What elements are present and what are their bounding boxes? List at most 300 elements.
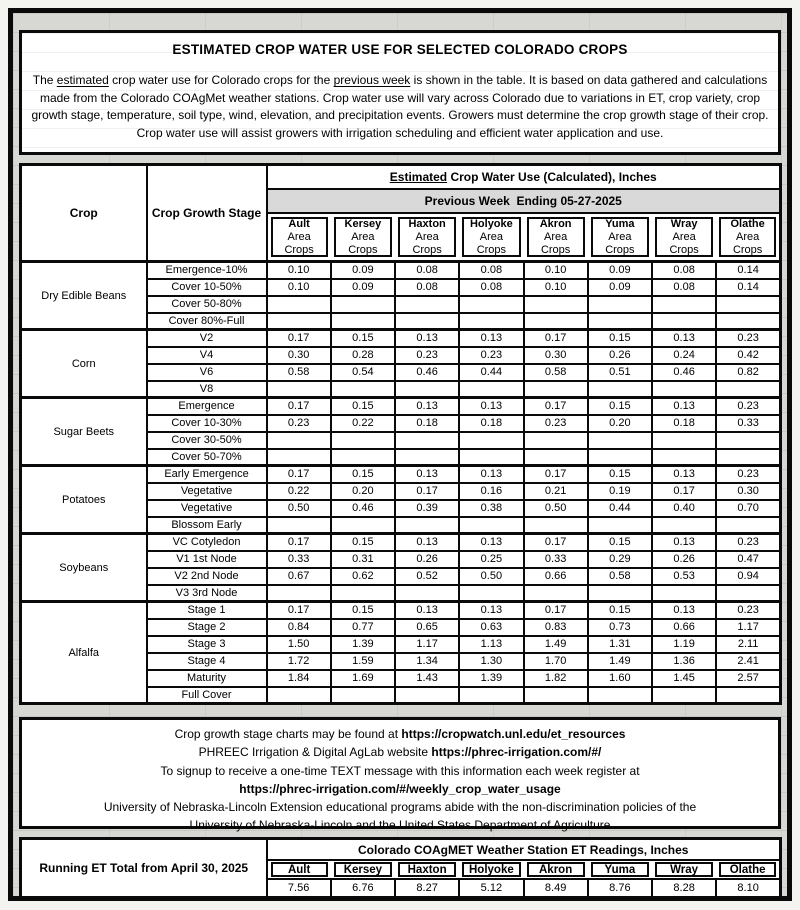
- water-use-value-cell: 0.46: [652, 364, 716, 381]
- area-suffix: Area: [672, 230, 696, 243]
- water-use-value-cell: [716, 517, 780, 534]
- water-use-value-cell: [331, 517, 395, 534]
- water-use-value-cell: [267, 381, 331, 398]
- area-suffix: Crops: [348, 243, 378, 256]
- area-header-box: [271, 217, 328, 257]
- text-segment: University of Nebraska-Lincoln and the United States Department of Agriculture: [189, 818, 611, 833]
- water-use-value-cell: [588, 585, 652, 602]
- area-suffix: Crops: [732, 243, 763, 256]
- water-use-value-cell: 0.47: [716, 551, 780, 568]
- water-use-value-cell: 1.34: [395, 653, 459, 670]
- table-row: [21, 262, 781, 279]
- water-use-value-cell: 0.15: [588, 534, 652, 551]
- water-use-value-cell: 0.73: [588, 619, 652, 636]
- growth-stage-cell: Vegetative: [147, 483, 267, 500]
- water-use-value-cell: 0.17: [652, 483, 716, 500]
- area-suffix: Area: [351, 230, 375, 243]
- bold-link-text: https://phrec-irrigation.com/#/: [431, 745, 602, 760]
- water-use-value-cell: 0.50: [267, 500, 331, 517]
- previous-week-header: Previous Week Ending 05-27-2025: [267, 189, 781, 213]
- et-header-row: [21, 839, 781, 861]
- water-use-value-cell: 0.17: [524, 534, 588, 551]
- water-use-value-cell: 0.66: [524, 568, 588, 585]
- growth-stage-cell: V1 1st Node: [147, 551, 267, 568]
- footer-line: [22, 725, 778, 743]
- water-use-value-cell: 0.20: [331, 483, 395, 500]
- table-header-row-1: [21, 165, 781, 190]
- water-use-value-cell: 0.23: [716, 602, 780, 619]
- water-use-value-cell: [459, 381, 523, 398]
- water-use-value-cell: 0.52: [395, 568, 459, 585]
- growth-stage-cell: Cover 10-50%: [147, 279, 267, 296]
- water-use-value-cell: [524, 432, 588, 449]
- water-use-value-cell: 0.63: [459, 619, 523, 636]
- water-use-value-cell: [459, 449, 523, 466]
- water-use-value-cell: [588, 687, 652, 704]
- growth-stage-cell: Stage 1: [147, 602, 267, 619]
- et-station-cell: [524, 860, 588, 879]
- water-use-value-cell: 1.49: [588, 653, 652, 670]
- table-row: [21, 330, 781, 347]
- water-use-value-cell: 0.14: [716, 262, 780, 279]
- water-use-value-cell: [395, 687, 459, 704]
- water-use-value-cell: [652, 381, 716, 398]
- water-use-value-cell: 0.16: [459, 483, 523, 500]
- water-use-value-cell: 0.13: [652, 534, 716, 551]
- text-segment: The: [32, 73, 57, 87]
- water-use-value-cell: [267, 517, 331, 534]
- water-use-value-cell: 0.18: [652, 415, 716, 432]
- water-use-value-cell: 0.29: [588, 551, 652, 568]
- water-use-value-cell: 0.13: [395, 466, 459, 483]
- et-station-cell: [588, 860, 652, 879]
- water-use-value-cell: 0.08: [652, 262, 716, 279]
- et-station-box: Kersey: [334, 862, 392, 877]
- water-use-value-cell: 0.62: [331, 568, 395, 585]
- et-station-box: Akron: [527, 862, 585, 877]
- water-use-value-cell: 0.15: [331, 398, 395, 415]
- water-use-value-cell: 1.72: [267, 653, 331, 670]
- water-use-value-cell: 0.67: [267, 568, 331, 585]
- water-use-value-cell: 1.45: [652, 670, 716, 687]
- water-use-value-cell: 0.17: [524, 330, 588, 347]
- water-use-value-cell: 0.17: [267, 398, 331, 415]
- water-use-value-cell: [588, 449, 652, 466]
- water-use-value-cell: 0.82: [716, 364, 780, 381]
- area-header-cell: [524, 213, 588, 262]
- water-use-value-cell: [395, 381, 459, 398]
- water-use-value-cell: 0.83: [524, 619, 588, 636]
- growth-stage-cell: V6: [147, 364, 267, 381]
- water-use-value-cell: 0.15: [331, 330, 395, 347]
- water-use-value-cell: 0.26: [395, 551, 459, 568]
- water-use-value-cell: 0.13: [652, 466, 716, 483]
- water-use-value-cell: [524, 585, 588, 602]
- et-value-cell: 7.56: [267, 879, 331, 898]
- text-segment: Crop Water Use (Calculated), Inches: [447, 170, 657, 184]
- water-use-value-cell: [267, 687, 331, 704]
- water-use-value-cell: 1.59: [331, 653, 395, 670]
- area-name: Ault: [288, 217, 310, 230]
- water-use-value-cell: 1.70: [524, 653, 588, 670]
- water-use-value-cell: 0.70: [716, 500, 780, 517]
- water-use-value-cell: 0.23: [524, 415, 588, 432]
- water-use-value-cell: 0.18: [395, 415, 459, 432]
- water-use-value-cell: [331, 687, 395, 704]
- area-header-box: [334, 217, 392, 257]
- water-use-value-cell: 0.13: [652, 330, 716, 347]
- water-use-value-cell: 0.08: [652, 279, 716, 296]
- water-use-value-cell: 0.13: [395, 602, 459, 619]
- growth-stage-cell: Maturity: [147, 670, 267, 687]
- water-use-value-cell: 0.50: [524, 500, 588, 517]
- et-table-title: Colorado COAgMET Weather Station ET Readings, Inches: [267, 839, 781, 861]
- area-header-cell: [267, 213, 331, 262]
- area-name: Olathe: [730, 217, 765, 230]
- water-use-value-cell: 0.26: [588, 347, 652, 364]
- area-header-cell: [459, 213, 523, 262]
- water-use-value-cell: 0.13: [395, 534, 459, 551]
- water-use-value-cell: [588, 432, 652, 449]
- crop-column-header: Crop: [21, 165, 147, 262]
- water-use-value-cell: [524, 313, 588, 330]
- et-station-box: Wray: [655, 862, 713, 877]
- water-use-value-cell: 0.17: [267, 534, 331, 551]
- area-suffix: Area: [544, 230, 568, 243]
- growth-stage-cell: V2 2nd Node: [147, 568, 267, 585]
- footer-line: [22, 798, 778, 816]
- area-suffix: Crops: [284, 243, 314, 256]
- water-use-value-cell: 0.30: [267, 347, 331, 364]
- et-station-box: Ault: [271, 862, 328, 877]
- water-use-value-cell: 0.51: [588, 364, 652, 381]
- water-use-value-cell: [716, 687, 780, 704]
- crop-water-use-table: [19, 163, 782, 705]
- water-use-value-cell: 0.08: [459, 279, 523, 296]
- water-use-value-cell: 1.82: [524, 670, 588, 687]
- et-station-cell: [267, 860, 331, 879]
- water-use-value-cell: 0.17: [524, 398, 588, 415]
- growth-stage-cell: Full Cover: [147, 687, 267, 704]
- bold-link-text: https://phrec-irrigation.com/#/weekly_crop_water_usage: [239, 781, 561, 796]
- water-use-value-cell: 0.94: [716, 568, 780, 585]
- growth-stage-cell: Cover 50-70%: [147, 449, 267, 466]
- text-segment: is shown in the table. It is based on data gathered and calculations made from the Colorado COAgMet weather stations. Crop water use will vary across Colorado due to variations in ET, crop variety, crop growth stage, temperature, soil type, wind, elevation, and precipitation events. Growers must determine the crop growth stage of their crop. Crop water use will assist growers with irrigation scheduling and efficient water application and use.: [31, 73, 769, 140]
- et-station-cell: [331, 860, 395, 879]
- text-segment: To signup to receive a one-time TEXT message with this information each week register at: [160, 763, 640, 778]
- water-use-value-cell: 1.13: [459, 636, 523, 653]
- water-use-value-cell: [524, 687, 588, 704]
- water-use-value-cell: [395, 449, 459, 466]
- water-use-value-cell: 0.58: [267, 364, 331, 381]
- water-use-value-cell: 1.39: [459, 670, 523, 687]
- water-use-value-cell: [459, 585, 523, 602]
- water-use-value-cell: 2.57: [716, 670, 780, 687]
- growth-stage-cell: VC Cotyledon: [147, 534, 267, 551]
- water-use-value-cell: 0.19: [588, 483, 652, 500]
- intro-paragraph: [31, 72, 769, 142]
- area-header-box: [655, 217, 713, 257]
- water-use-value-cell: [652, 432, 716, 449]
- area-suffix: Area: [608, 230, 632, 243]
- water-use-value-cell: 0.31: [331, 551, 395, 568]
- underlined-text: previous week: [333, 73, 411, 87]
- water-use-value-cell: 0.17: [524, 602, 588, 619]
- growth-stage-cell: Emergence: [147, 398, 267, 415]
- water-use-value-cell: [459, 517, 523, 534]
- water-use-value-cell: 0.15: [331, 602, 395, 619]
- water-use-value-cell: [267, 313, 331, 330]
- water-use-value-cell: [267, 296, 331, 313]
- water-use-value-cell: 1.17: [395, 636, 459, 653]
- water-use-value-cell: 0.53: [652, 568, 716, 585]
- et-station-cell: [716, 860, 780, 879]
- water-use-value-cell: 0.23: [716, 330, 780, 347]
- page-title: ESTIMATED CROP WATER USE FOR SELECTED COLORADO CROPS: [172, 42, 628, 57]
- water-use-value-cell: 0.42: [716, 347, 780, 364]
- water-use-value-cell: 0.58: [524, 364, 588, 381]
- water-use-value-cell: 0.22: [331, 415, 395, 432]
- water-use-value-cell: [524, 449, 588, 466]
- water-use-value-cell: 1.19: [652, 636, 716, 653]
- growth-stage-cell: Stage 3: [147, 636, 267, 653]
- underlined-text: Estimated: [389, 170, 448, 184]
- underlined-text: estimated: [56, 73, 109, 87]
- water-use-value-cell: 0.21: [524, 483, 588, 500]
- water-use-value-cell: 0.13: [652, 602, 716, 619]
- water-use-value-cell: 0.14: [716, 279, 780, 296]
- water-use-value-cell: [395, 585, 459, 602]
- running-et-table: [19, 837, 782, 899]
- footer-line: [22, 743, 778, 761]
- water-use-value-cell: [395, 517, 459, 534]
- water-use-value-cell: 1.50: [267, 636, 331, 653]
- water-use-value-cell: 0.13: [459, 330, 523, 347]
- area-header-box: [591, 217, 649, 257]
- area-suffix: Area: [479, 230, 503, 243]
- text-segment: University of Nebraska-Lincoln Extension educational programs abide with the non-discrimination policies of the: [103, 800, 697, 815]
- et-value-cell: 6.76: [331, 879, 395, 898]
- water-use-value-cell: [524, 517, 588, 534]
- growth-stage-cell: V4: [147, 347, 267, 364]
- area-header-box: [719, 217, 776, 257]
- area-suffix: Crops: [605, 243, 635, 256]
- water-use-value-cell: 1.36: [652, 653, 716, 670]
- water-use-value-cell: 0.40: [652, 500, 716, 517]
- table-row: [21, 466, 781, 483]
- water-use-value-cell: [588, 381, 652, 398]
- water-use-value-cell: 0.30: [524, 347, 588, 364]
- area-header-cell: [395, 213, 459, 262]
- water-use-value-cell: 0.44: [588, 500, 652, 517]
- water-use-value-cell: 0.24: [652, 347, 716, 364]
- water-use-value-cell: 0.18: [459, 415, 523, 432]
- running-et-label: Running ET Total from April 30, 2025: [21, 839, 267, 898]
- water-use-value-cell: [524, 381, 588, 398]
- water-use-value-cell: [588, 517, 652, 534]
- et-station-box: Olathe: [719, 862, 776, 877]
- area-suffix: Crops: [412, 243, 442, 256]
- water-use-value-cell: 0.15: [588, 602, 652, 619]
- water-use-value-cell: [459, 313, 523, 330]
- water-use-value-cell: [267, 585, 331, 602]
- water-use-value-cell: 0.33: [524, 551, 588, 568]
- et-station-box: Yuma: [591, 862, 649, 877]
- water-use-value-cell: [331, 585, 395, 602]
- et-station-cell: [459, 860, 523, 879]
- water-use-value-cell: 0.28: [331, 347, 395, 364]
- area-suffix: Area: [415, 230, 439, 243]
- water-use-value-cell: 0.08: [395, 279, 459, 296]
- et-station-cell: [395, 860, 459, 879]
- et-value-cell: 5.12: [459, 879, 523, 898]
- footer-line: [22, 762, 778, 780]
- area-name: Kersey: [344, 217, 382, 230]
- water-use-value-cell: 0.13: [395, 398, 459, 415]
- area-suffix: Area: [736, 230, 760, 243]
- text-segment: PHREEC Irrigation & Digital AgLab website: [198, 745, 432, 760]
- water-use-value-cell: 0.20: [588, 415, 652, 432]
- water-use-value-cell: 1.31: [588, 636, 652, 653]
- water-use-value-cell: 0.13: [652, 398, 716, 415]
- water-use-value-cell: 0.13: [459, 398, 523, 415]
- water-use-value-cell: 0.26: [652, 551, 716, 568]
- growth-stage-cell: V3 3rd Node: [147, 585, 267, 602]
- water-use-value-cell: 0.65: [395, 619, 459, 636]
- area-name: Yuma: [605, 217, 635, 230]
- water-use-value-cell: [588, 296, 652, 313]
- water-use-value-cell: 1.60: [588, 670, 652, 687]
- water-use-value-cell: 0.25: [459, 551, 523, 568]
- water-use-value-cell: 0.13: [459, 534, 523, 551]
- growth-stage-cell: Cover 30-50%: [147, 432, 267, 449]
- water-use-value-cell: [267, 449, 331, 466]
- growth-stage-cell: Cover 50-80%: [147, 296, 267, 313]
- water-use-value-cell: [395, 296, 459, 313]
- area-header-cell: [588, 213, 652, 262]
- et-value-cell: 8.10: [716, 879, 780, 898]
- water-use-value-cell: 0.22: [267, 483, 331, 500]
- water-use-value-cell: [652, 517, 716, 534]
- crop-name-cell: Sugar Beets: [21, 398, 147, 466]
- water-use-value-cell: [459, 687, 523, 704]
- water-use-value-cell: 0.44: [459, 364, 523, 381]
- water-use-value-cell: 2.41: [716, 653, 780, 670]
- growth-stage-cell: Stage 2: [147, 619, 267, 636]
- table-row: [21, 602, 781, 619]
- area-name: Akron: [539, 217, 572, 230]
- area-name: Wray: [670, 217, 698, 230]
- water-use-value-cell: [716, 313, 780, 330]
- water-use-value-cell: 0.13: [395, 330, 459, 347]
- water-use-value-cell: 0.09: [331, 262, 395, 279]
- water-use-value-cell: 0.09: [331, 279, 395, 296]
- growth-stage-column-header: Crop Growth Stage: [147, 165, 267, 262]
- text-segment: crop water use for Colorado crops for the: [108, 73, 334, 87]
- area-header-cell: [716, 213, 780, 262]
- et-station-cell: [652, 860, 716, 879]
- water-use-value-cell: [331, 296, 395, 313]
- area-name: Haxton: [408, 217, 446, 230]
- water-use-value-cell: 0.15: [331, 466, 395, 483]
- et-station-box: Holyoke: [462, 862, 520, 877]
- water-use-value-cell: 0.23: [267, 415, 331, 432]
- water-use-value-cell: 0.30: [716, 483, 780, 500]
- water-use-value-cell: 1.43: [395, 670, 459, 687]
- water-use-value-cell: [331, 449, 395, 466]
- water-use-value-cell: 0.13: [459, 602, 523, 619]
- water-use-value-cell: [716, 585, 780, 602]
- water-use-value-cell: 0.23: [716, 466, 780, 483]
- water-use-value-cell: 0.50: [459, 568, 523, 585]
- growth-stage-cell: Emergence-10%: [147, 262, 267, 279]
- title-intro-box: [19, 30, 781, 155]
- footer-notes-box: [19, 717, 781, 833]
- water-use-value-cell: 1.39: [331, 636, 395, 653]
- area-header-box: [398, 217, 456, 257]
- growth-stage-cell: Vegetative: [147, 500, 267, 517]
- water-use-value-cell: [459, 296, 523, 313]
- water-use-value-cell: [395, 432, 459, 449]
- area-name: Holyoke: [469, 217, 513, 230]
- water-use-value-cell: [267, 432, 331, 449]
- water-use-value-cell: [459, 432, 523, 449]
- water-use-value-cell: 0.09: [588, 279, 652, 296]
- water-use-value-cell: 0.15: [331, 534, 395, 551]
- water-use-value-cell: 0.66: [652, 619, 716, 636]
- water-use-value-cell: 0.17: [267, 602, 331, 619]
- et-value-cell: 8.27: [395, 879, 459, 898]
- et-station-box: Haxton: [398, 862, 456, 877]
- water-use-value-cell: [588, 313, 652, 330]
- water-use-value-cell: 1.69: [331, 670, 395, 687]
- water-use-value-cell: 0.17: [524, 466, 588, 483]
- water-use-value-cell: 1.17: [716, 619, 780, 636]
- water-use-value-cell: 0.39: [395, 500, 459, 517]
- water-use-value-cell: [652, 296, 716, 313]
- water-use-value-cell: [652, 313, 716, 330]
- bold-link-text: https://cropwatch.unl.edu/et_resources: [401, 727, 626, 741]
- water-use-value-cell: 0.46: [395, 364, 459, 381]
- water-use-value-cell: 0.33: [716, 415, 780, 432]
- table-row: [21, 398, 781, 415]
- footer-line: [22, 780, 778, 798]
- water-use-value-cell: [524, 296, 588, 313]
- water-use-value-cell: 0.10: [267, 279, 331, 296]
- area-suffix: Crops: [476, 243, 507, 256]
- water-use-value-cell: 0.23: [459, 347, 523, 364]
- et-value-cell: 8.28: [652, 879, 716, 898]
- water-use-value-cell: 0.08: [459, 262, 523, 279]
- water-use-value-cell: 1.49: [524, 636, 588, 653]
- water-use-value-cell: 0.15: [588, 398, 652, 415]
- water-use-value-cell: 0.09: [588, 262, 652, 279]
- water-use-value-cell: 0.15: [588, 330, 652, 347]
- area-suffix: Crops: [669, 243, 699, 256]
- area-header-box: [462, 217, 520, 257]
- text-segment: Crop growth stage charts may be found at: [174, 727, 402, 741]
- area-header-cell: [652, 213, 716, 262]
- water-use-value-cell: [395, 313, 459, 330]
- area-suffix: Area: [287, 230, 311, 243]
- growth-stage-cell: Cover 10-30%: [147, 415, 267, 432]
- water-use-value-cell: 0.23: [716, 398, 780, 415]
- area-suffix: Crops: [540, 243, 571, 256]
- crop-name-cell: Potatoes: [21, 466, 147, 534]
- water-use-value-cell: 0.77: [331, 619, 395, 636]
- area-header-box: [527, 217, 585, 257]
- growth-stage-cell: Stage 4: [147, 653, 267, 670]
